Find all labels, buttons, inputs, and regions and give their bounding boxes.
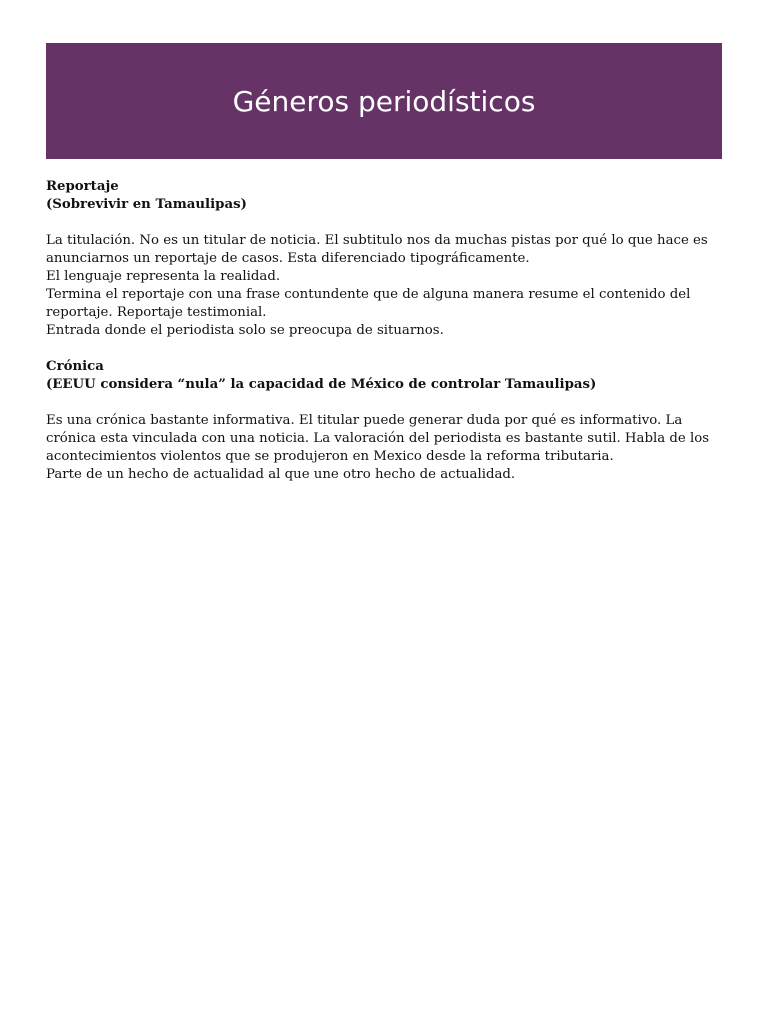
body-paragraph: Entrada donde el periodista solo se preocupa de situarnos. [46, 323, 444, 338]
body-paragraph: Termina el reportaje con una frase contundente que de alguna manera resume el contenido del reportaje. Reportaje testimonial. [46, 287, 691, 320]
paragraph-spacer [46, 214, 722, 232]
section-spacer [46, 340, 722, 358]
section-subheading: (EEUU considera “nula” la capacidad de México de controlar Tamaulipas) [46, 377, 597, 392]
section-heading: Crónica [46, 359, 104, 374]
document-body [46, 178, 722, 484]
section-cronica [46, 358, 722, 484]
header-banner [46, 43, 722, 159]
body-paragraph: Es una crónica bastante informativa. El titular puede generar duda por qué es informativo. La crónica esta vinculada con una noticia. La valoración del periodista es bastante sutil. Habla de los acontecimientos violentos que se produjeron en Mexico desde la reforma tributaria. [46, 413, 710, 464]
section-heading: Reportaje [46, 179, 119, 194]
paragraph-spacer [46, 394, 722, 412]
body-paragraph: Parte de un hecho de actualidad al que une otro hecho de actualidad. [46, 467, 516, 482]
page-title: Géneros periodísticos [232, 84, 536, 118]
section-subheading: (Sobrevivir en Tamaulipas) [46, 197, 247, 212]
body-paragraph: La titulación. No es un titular de noticia. El subtitulo nos da muchas pistas por qué lo que hace es anunciarnos un reportaje de casos. Esta diferenciado tipográficamente. [46, 233, 708, 266]
section-reportaje [46, 178, 722, 340]
body-paragraph: El lenguaje representa la realidad. [46, 269, 281, 284]
